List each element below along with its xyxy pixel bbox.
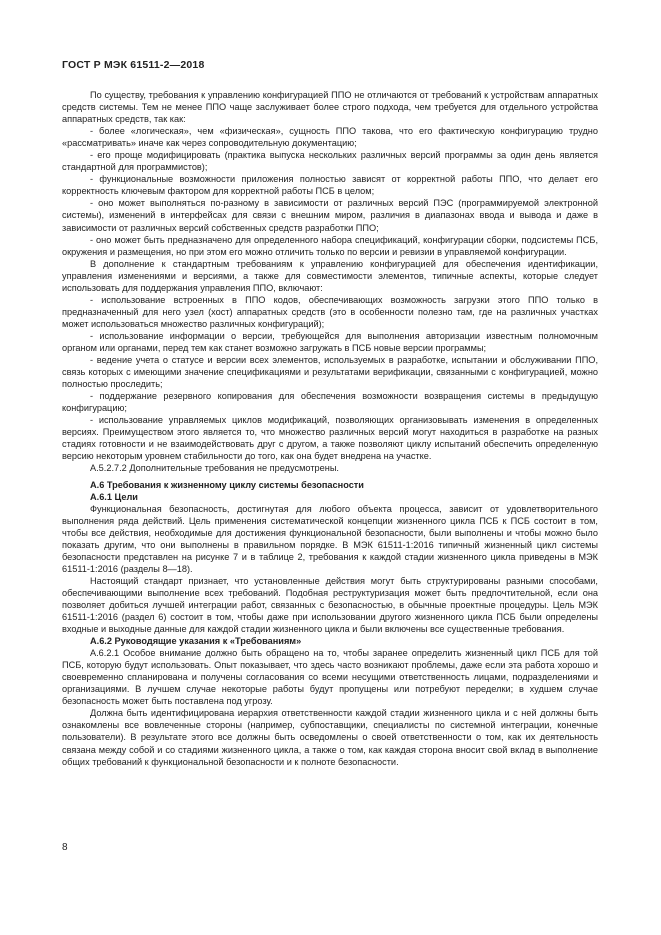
paragraph: По существу, требования к управлению конфигурацией ППО не отличаются от требований к устройствам аппаратных средств системы. Тем не менее ППО чаще заслуживает более строго подхода, чем требуется для отдельного устройства аппаратных средств, так как: (62, 90, 598, 125)
paragraph: А.6.2.1 Особое внимание должно быть обращено на то, чтобы заранее определить жизненный цикл ПСБ для той ПСБ, которую будут использовать. Опыт показывает, что здесь часто возникают проблемы, даже если эта работа хорошо и своевременно спланирована и получены согласования со всеми несущими ответственность лицами, подразделениями и организациями. В лучшем случае некоторые работы будут пропущены или потребуют переделки; в худшем случае безопасность может быть поставлена под угрозу. (62, 648, 598, 707)
list-item: - использование управляемых циклов модификаций, позволяющих организовывать изменения в определенных версиях. Преимуществом этого является то, что множество различных версий могут находиться в разработке на разных стадиях готовности и не взаимодействовать друг с другом, а также позволяют циклу испытаний обеспечить определенную версию некоторым уровнем стабильности до того, как она будет внедрена на участке. (62, 415, 598, 462)
subsection-heading: А.6.1 Цели (90, 491, 138, 502)
paragraph: Должна быть идентифицирована иерархия ответственности каждой стадии жизненного цикла и с ней должны быть ознакомлены все вовлеченные стороны (например, субпоставщики, специалисты по системной интеграции, конечные пользователи). В результате этого все должны быть осведомлены о своей ответственности о том, как их деятельность связана между собой и со стадиями жизненного цикла, а также о том, как каждая сторона вносит свой вклад в выполнение общих требований к функциональной безопасности и к полноте безопасности. (62, 708, 598, 767)
paragraph: Функциональная безопасность, достигнутая для любого объекта процесса, зависит от удовлетворительного выполнения ряда действий. Цель применения систематической концепции жизненного цикла ПСБ к ПСБ состоит в том, чтобы все действия, необходимые для достижения функциональной безопасности, были выполнены и чтобы можно было показать другим, что они выполнены в правильном порядке. В МЭК 61511-1:2016 типичный жизненный цикл системы безопасности представлен на рисунке 7 и в таблице 2, требования к каждой стадии жизненного цикла приведены в МЭК 61511-1:2016 (разделы 8—18). (62, 503, 598, 574)
subsection-heading: А.6.2 Руководящие указания к «Требованиям» (90, 636, 302, 647)
list-item: - поддержание резервного копирования для обеспечения возможности возвращения системы в предыдущую конфигурацию; (62, 391, 598, 414)
list-item: - ведение учета о статусе и версии всех элементов, используемых в разработке, испытании и обслуживании ППО, связь которых с имеющими значение спецификациями и результатами верификации, связанными с конфигурацией, можно полностью проследить; (62, 355, 598, 390)
page-number: 8 (62, 842, 68, 853)
paragraph: Настоящий стандарт признает, что установленные действия могут быть структурированы разными способами, обеспечивающими выполнение всех требований. Подобная реструктуризация может быть предпочтительной, если она позволяет добиться лучшей интеграции работ, связанных с безопасностью, в обычные проектные процедуры. Цель МЭК 61511-1:2016 (раздел 6) состоит в том, чтобы даже при использовании другого жизненного цикла ПСБ были определены входные и выходные данные для каждой стадии жизненного цикла и были включены все существенные требования. (62, 575, 598, 635)
list-item: - использование встроенных в ППО кодов, обеспечивающих возможность загрузки этого ППО только в предназначенный для него узел (хост) аппаратных средств (это в особенности полезно там, где на различных участках может использоваться множество различных конфигураций); (62, 294, 598, 329)
list-item: - использование информации о версии, требующейся для выполнения авторизации известным полномочным органом или органами, перед тем как станет возможно загружать в ПСБ новые версии программы; (62, 330, 598, 353)
list-item: - функциональные возможности приложения полностью зависят от корректной работы ППО, что делает его корректность ключевым фактором для корректной работы ПСБ в целом; (62, 174, 598, 197)
list-item: - его проще модифицировать (практика выпуска нескольких различных версий программы за один день является стандартной для программистов); (62, 150, 598, 173)
section-heading: А.6 Требования к жизненному циклу системы безопасности (90, 479, 364, 490)
document-header: ГОСТ Р МЭК 61511-2—2018 (62, 59, 205, 71)
paragraph: А.5.2.7.2 Дополнительные требования не предусмотрены. (90, 463, 339, 474)
document-body (62, 89, 598, 768)
list-item: - оно может быть предназначено для определенного набора спецификаций, конфигурации сборки, подсистемы ПСБ, окружения и размещения, но при этом его можно отличить только по версии и ревизии в управляемой конфигурации. (62, 234, 598, 257)
list-item: - более «логическая», чем «физическая», сущность ППО такова, что его фактическую конфигурацию трудно «рассматривать» иначе как через сопроводительную документацию; (62, 126, 598, 149)
list-item: - оно может выполняться по-разному в зависимости от различных версий ПЭС (программируемой электронной системы), изменений в интерфейсах для связи с внешним миром, различия в диапазонах ввода и вывода и даже в зависимости от различных версий собственных средств разработки ППО; (62, 198, 598, 233)
paragraph: В дополнение к стандартным требованиям к управлению конфигурацией для обеспечения идентификации, управления изменениями и версиями, а также для совместимости элементов, типичные аспекты, которые следует использовать для поддержания управления ППО, включают: (62, 258, 598, 293)
